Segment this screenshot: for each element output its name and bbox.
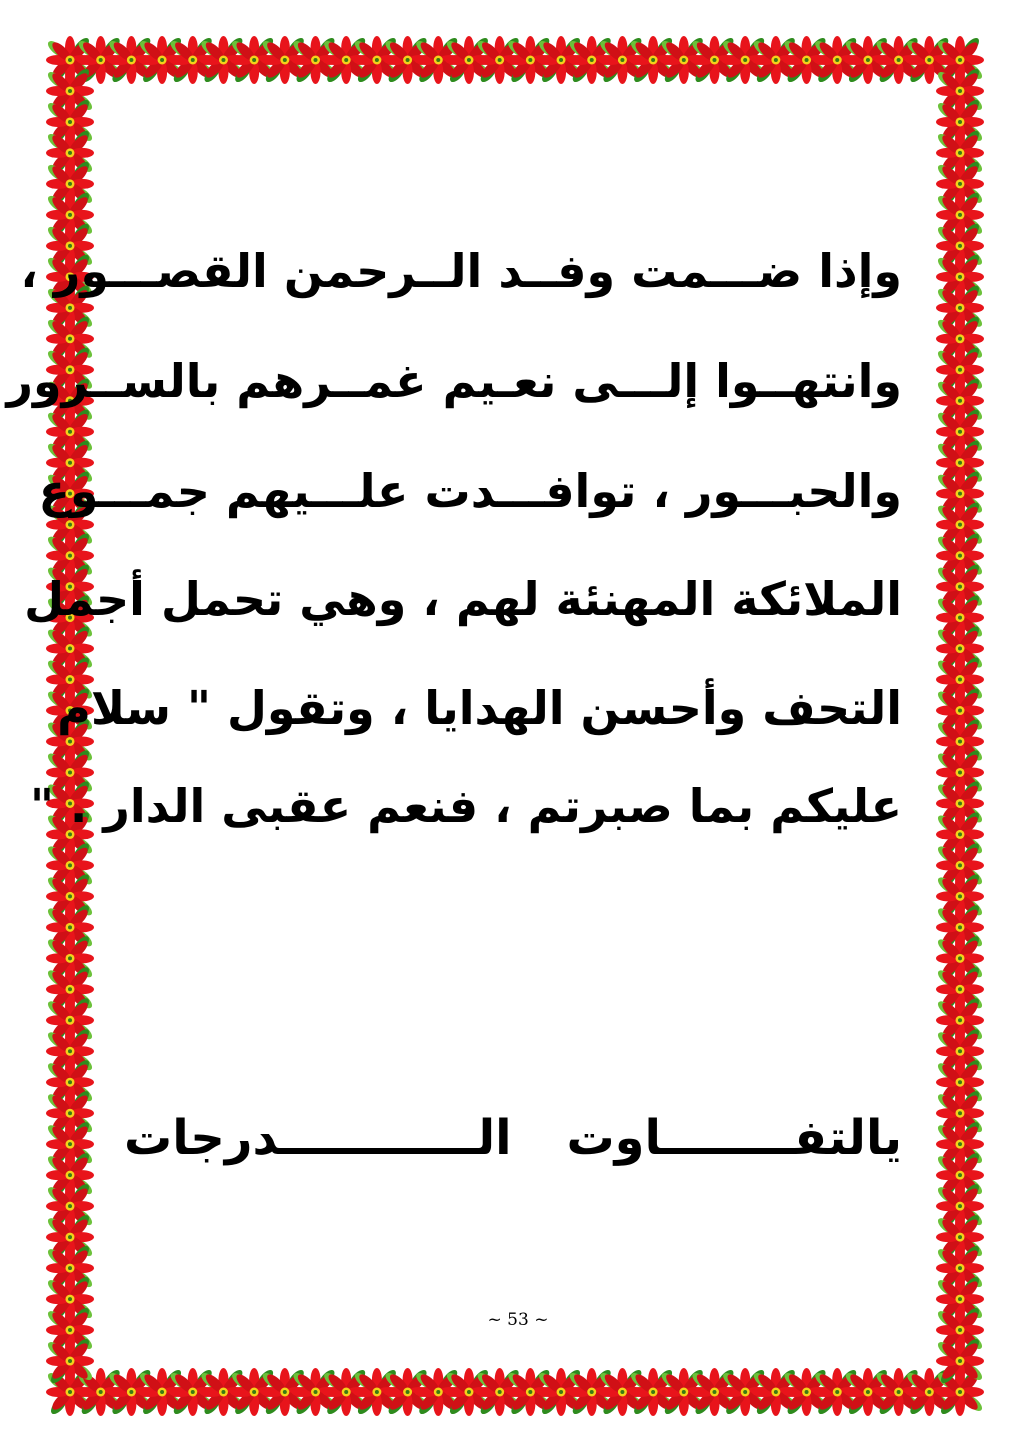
text-line-4: الملائكة المهنئة لهم ، وهي تحمل أجمل [24,572,902,626]
section-heading: يالتفــــــــاوت الــــــــــــدرجات [124,1110,902,1166]
poinsettia-flower-icon [935,1336,984,1385]
text-line-5: التحف وأحسن الهدايا ، وتقول " سلام [57,681,902,735]
text-line-2: وانتهــوا إلـــى نعـيم غمــرهم بالســرور [6,354,902,408]
text-line-6: عليكم بما صبرتم ، فنعم عقبى الدار . " [29,779,902,833]
text-line-3: والحبـــور ، توافـــدت علـــيهم جمـــوع [38,464,902,518]
text-line-1: وإذا ضـــمت وفــد الــرحمن القصـــور ، [20,244,902,298]
poinsettia-flower-icon [45,1336,94,1385]
page-number: ~ 53 ~ [462,1310,574,1330]
